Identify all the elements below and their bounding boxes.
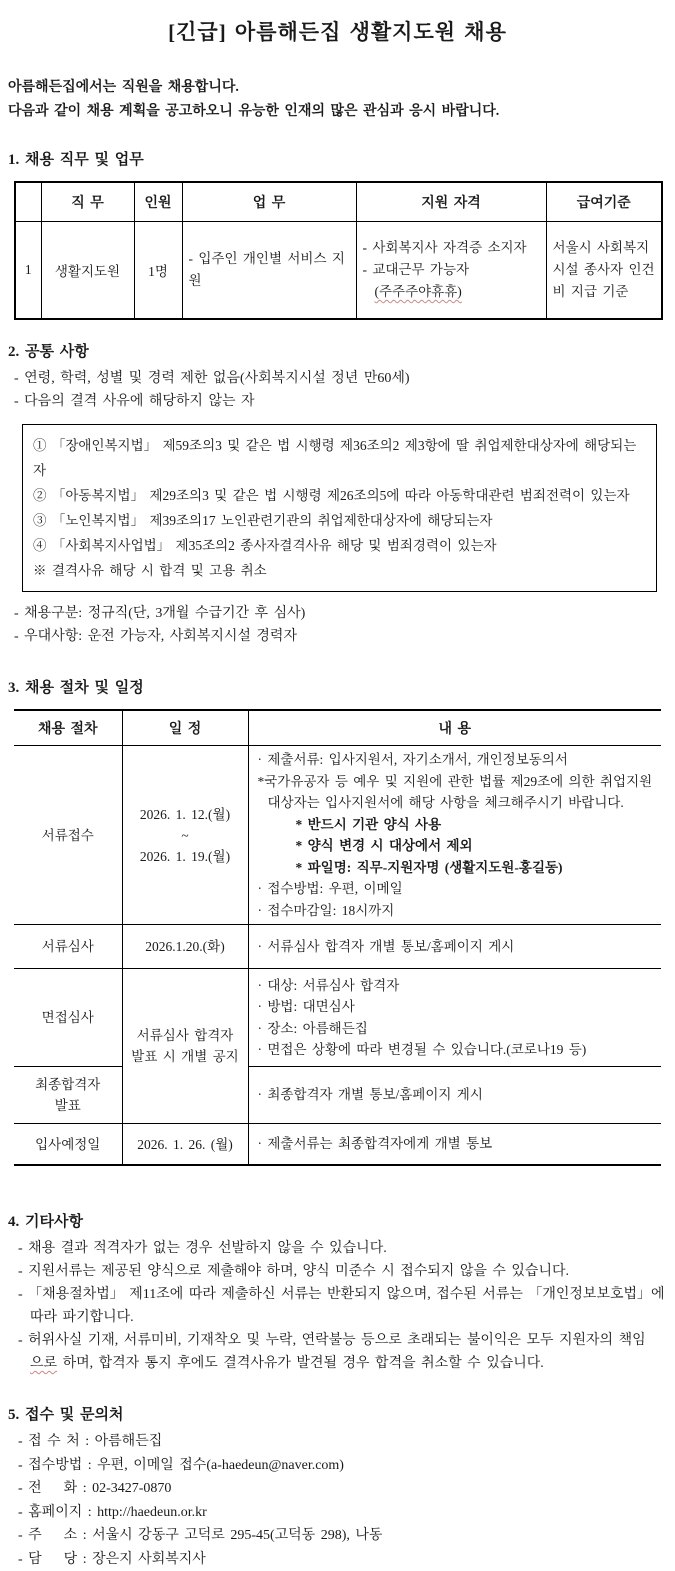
contact-reception-place: - 접 수 처 : 아름해든집	[18, 1430, 675, 1454]
schedule-row-start-date	[14, 1124, 661, 1166]
step-name: 서류심사	[14, 925, 122, 969]
step-content: · 서류심사 합격자 개별 통보/홈페이지 게시	[248, 925, 661, 969]
contact-reception-method: - 접수방법 : 우편, 이메일 접수(a-haedeun@naver.com)	[18, 1454, 675, 1478]
content-line: · 접수방법: 우편, 이메일	[258, 878, 656, 900]
common-item: - 다음의 결격 사유에 해당하지 않는 자	[14, 390, 675, 413]
disqualification-box	[22, 424, 657, 592]
qualification-line: - 교대근무 가능자	[363, 259, 540, 281]
disqualification-line: ④ 「사회복지사업법」 제35조의2 종사자결격사유 해당 및 범죄경력이 있는자	[33, 533, 646, 558]
step-name-line: 최종합격자	[20, 1074, 116, 1095]
intro-line: 다음과 같이 채용 계획을 공고하오니 유능한 인재의 많은 관심과 응시 바랍니다.	[8, 100, 675, 124]
job-table-header-no	[15, 182, 41, 222]
etc-item-continuation	[30, 1352, 675, 1375]
step-name: 면접심사	[14, 969, 122, 1067]
step-date	[122, 746, 248, 925]
job-table-header-position: 직 무	[41, 182, 134, 222]
step-name: 서류접수	[14, 746, 122, 925]
date-line: ~	[129, 825, 242, 846]
etc-item-continuation: 따라 파기합니다.	[30, 1306, 675, 1329]
job-table-header-pay: 급여기준	[546, 182, 662, 222]
step-date-merged	[122, 969, 248, 1124]
etc-item: - 허위사실 기재, 서류미비, 기재착오 및 누락, 연락불능 등으로 초래되는 불이익은 모두 지원자의 책임	[18, 1329, 675, 1352]
etc-item: - 채용 결과 적격자가 없는 경우 선발하지 않을 수 있습니다.	[18, 1237, 675, 1260]
job-duty: - 입주인 개인별 서비스 지원	[182, 222, 356, 320]
content-emphasis-line: * 반드시 기관 양식 사용	[258, 814, 656, 836]
etc-item: - 「채용절차법」 제11조에 따라 제출하신 서류는 반환되지 않으며, 접수된 서류는 「개인정보보호법」에	[18, 1283, 675, 1306]
job-table-header-qualification: 지원 자격	[356, 182, 546, 222]
intro-line: 아름해든집에서는 직원을 채용합니다.	[8, 76, 675, 100]
date-line: 2026. 1. 19.(월)	[129, 846, 242, 867]
step-date: 2026.1.20.(화)	[122, 925, 248, 969]
job-table-header-row	[15, 182, 662, 222]
employment-type-note: - 채용구분: 정규직(단, 3개월 수급기간 후 심사)	[14, 602, 675, 625]
content-line: · 접수마감일: 18시까지	[258, 900, 656, 922]
job-table-header-duty: 업 무	[182, 182, 356, 222]
content-line: · 면접은 상황에 따라 변경될 수 있습니다.(코로나19 등)	[258, 1039, 656, 1061]
etc-item: - 지원서류는 제공된 양식으로 제출해야 하며, 양식 미준수 시 접수되지 않을 수 있습니다.	[18, 1260, 675, 1283]
step-content	[248, 969, 661, 1067]
content-line: · 대상: 서류심사 합격자	[258, 975, 656, 997]
disqualification-line: ② 「아동복지법」 제29조의3 및 같은 법 시행령 제26조의5에 따라 아동학대관련 범죄전력이 있는자	[33, 483, 646, 508]
step-content: · 제출서류는 최종합격자에게 개별 통보	[248, 1124, 661, 1166]
content-emphasis-line: * 파일명: 직무-지원자명 (생활지도원-홍길동)	[258, 857, 656, 879]
schedule-row-interview	[14, 969, 661, 1067]
schedule-header-content: 내 용	[248, 710, 661, 746]
content-line: *국가유공자 등 예우 및 지원에 관한 법률 제29조에 의한 취업지원	[258, 771, 656, 793]
disqualification-line: ※ 결격사유 해당 시 합격 및 고용 취소	[33, 558, 646, 583]
schedule-header-step: 채용 절차	[14, 710, 122, 746]
schedule-row-document-submission	[14, 746, 661, 925]
job-no: 1	[15, 222, 41, 320]
job-position: 생활지도원	[41, 222, 134, 320]
step-content: · 최종합격자 개별 통보/홈페이지 게시	[248, 1067, 661, 1124]
content-line: · 제출서류: 입사지원서, 자기소개서, 개인정보동의서	[258, 749, 656, 771]
disqualification-line: ① 「장애인복지법」 제59조의3 및 같은 법 시행령 제36조의2 제3항에 딸 취업제한대상자에 해당되는자	[33, 433, 646, 483]
preference-note: - 우대사항: 운전 가능자, 사회복지시설 경력자	[14, 625, 675, 648]
content-line: · 장소: 아름해든집	[258, 1018, 656, 1040]
qualification-line: - 사회복지사 자격증 소지자	[363, 237, 540, 259]
schedule-header-date: 일 정	[122, 710, 248, 746]
job-qualification	[356, 222, 546, 320]
page-title: [긴급] 아름해든집 생활지도원 채용	[0, 0, 675, 46]
date-line: 서류심사 합격자	[129, 1025, 242, 1046]
step-name: 입사예정일	[14, 1124, 122, 1166]
schedule-table	[14, 709, 661, 1166]
step-name	[14, 1067, 122, 1124]
disqualification-line: ③ 「노인복지법」 제39조의17 노인관련기관의 취업제한대상자에 해당되는자	[33, 508, 646, 533]
job-pay: 서울시 사회복지시설 종사자 인건비 지급 기준	[546, 222, 662, 320]
job-headcount: 1명	[134, 222, 182, 320]
contact-homepage: - 홈페이지 : http://haedeun.or.kr	[18, 1501, 675, 1525]
date-line: 발표 시 개별 공지	[129, 1046, 242, 1067]
schedule-row-document-screening	[14, 925, 661, 969]
etc-item-text: 하며, 합격자 통지 후에도 결격사유가 발견될 경우 합격을 취소할 수 있습니다.	[57, 1356, 544, 1371]
step-content	[248, 746, 661, 925]
step-date: 2026. 1. 26. (월)	[122, 1124, 248, 1166]
contact-phone: - 전 화 : 02-3427-0870	[18, 1477, 675, 1501]
date-line: 2026. 1. 12.(월)	[129, 804, 242, 825]
job-table	[14, 181, 663, 320]
common-item: - 연령, 학력, 성별 및 경력 제한 없음(사회복지시설 정년 만60세)	[14, 367, 675, 390]
step-name-line: 발표	[20, 1095, 116, 1116]
job-table-header-headcount: 인원	[134, 182, 182, 222]
job-table-row	[15, 222, 662, 320]
schedule-table-header-row	[14, 710, 661, 746]
content-emphasis-line: * 양식 변경 시 대상에서 제외	[258, 835, 656, 857]
section4-heading: 4. 기타사항	[8, 1210, 675, 1231]
content-line: 대상자는 입사지원서에 해당 사항을 체크해주시기 바랍니다.	[258, 792, 656, 814]
spellcheck-underlined-word: 으로	[30, 1356, 57, 1371]
section3-heading: 3. 채용 절차 및 일정	[8, 676, 675, 697]
schedule-row-final-announcement	[14, 1067, 661, 1124]
content-line: · 방법: 대면심사	[258, 996, 656, 1018]
section1-heading: 1. 채용 직무 및 업무	[8, 148, 675, 169]
contact-person: - 담 당 : 장은지 사회복지사	[18, 1548, 675, 1571]
intro-paragraph	[8, 76, 675, 124]
section5-heading: 5. 접수 및 문의처	[8, 1403, 675, 1424]
qualification-shift-note: (주주주야휴휴)	[375, 284, 462, 299]
contact-address: - 주 소 : 서울시 강동구 고덕로 295-45(고덕동 298), 나동	[18, 1524, 675, 1548]
section2-heading: 2. 공통 사항	[8, 340, 675, 361]
